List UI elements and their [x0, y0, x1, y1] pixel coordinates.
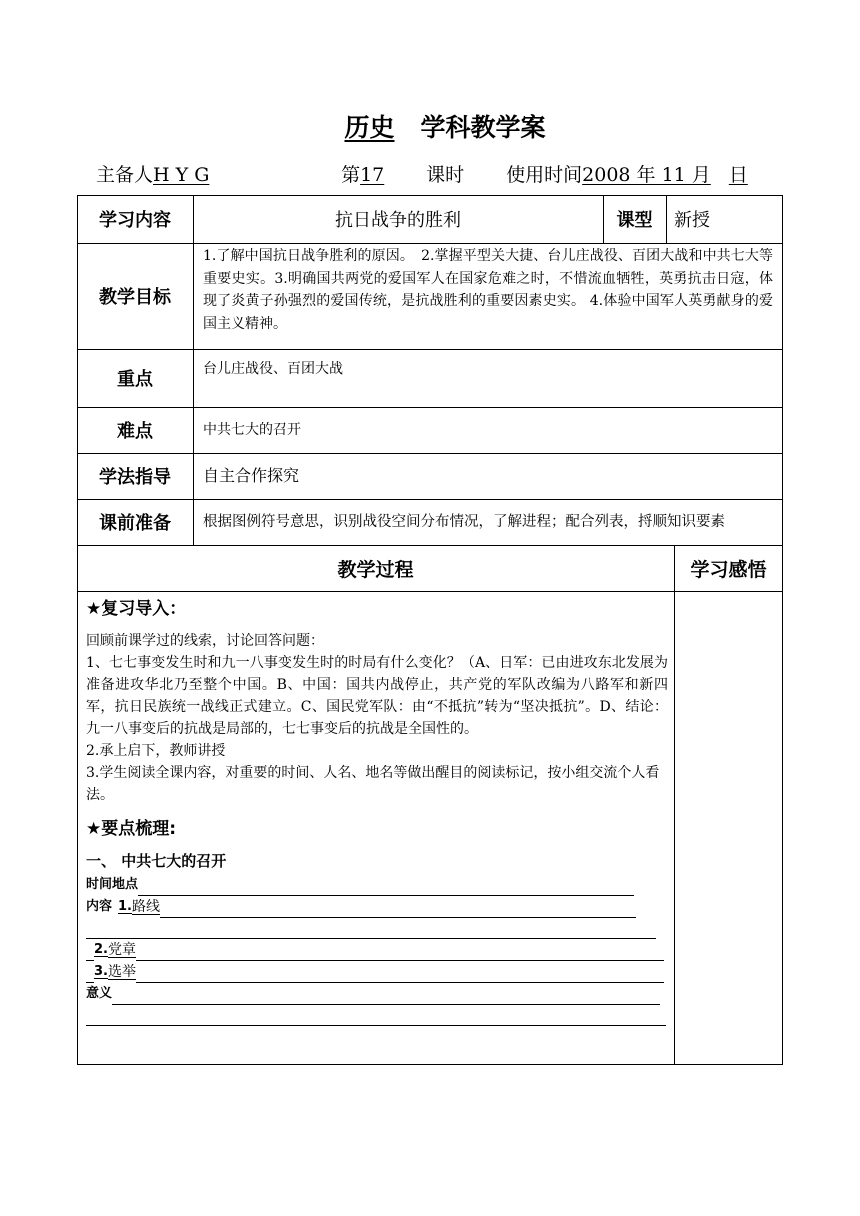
content-line — [86, 896, 668, 918]
goals-label: 教学目标 — [99, 287, 171, 308]
content-value: 抗日战争的胜利 — [335, 210, 461, 231]
question-1: 1、七七事变发生时和九一八事变发生时的时局有什么变化？（A、日军：已由进攻东北发展为准备进攻华北乃至整个中国。B、中国：国共内战停止，共产党的军队改编为八路军和新四军，抗日民族统一战线正式建立。C、国民党军队：由“不抵抗”转为“坚决抵抗”。D、结论：九一八事变后的抗战是局部的，七七事变后的抗战是全国性的。 — [86, 655, 668, 737]
type-value: 新授 — [674, 210, 710, 231]
time-place-blank — [138, 879, 634, 896]
review-intro: 回顾前课学过的线索，讨论回答问题： — [86, 633, 324, 649]
item1: 路线 — [132, 899, 160, 915]
type-label: 课型 — [616, 210, 653, 231]
review-heading: ★复习导入： — [86, 599, 187, 619]
item2-num: 2. — [94, 942, 108, 957]
header-meta — [96, 160, 786, 187]
section-1: 一、 中共七大的召开 — [86, 852, 227, 870]
difficult-label: 难点 — [117, 421, 153, 442]
day: 日 — [728, 164, 748, 186]
prep-text: 根据图例符号意思，识别战役空间分布情况，了解进程；配合列表，捋顺知识要素 — [203, 513, 725, 530]
item3-num: 3. — [94, 964, 108, 979]
method-label: 学法指导 — [99, 467, 171, 488]
period-prefix: 第 — [341, 164, 361, 186]
content-label: 学习内容 — [99, 210, 171, 231]
process-header: 教学过程 — [337, 558, 414, 581]
period-suffix: 课时 — [426, 164, 465, 186]
question-2: 2.承上启下，教师讲授 — [86, 743, 226, 759]
points-heading: ★要点梳理: — [86, 819, 177, 839]
method-text: 自主合作探究 — [203, 465, 300, 485]
content-blank — [86, 918, 656, 939]
key-label: 重点 — [117, 369, 153, 390]
key-text: 台儿庄战役、百团大战 — [203, 360, 343, 377]
difficult-text: 中共七大的召开 — [203, 421, 301, 438]
item3: 选举 — [107, 964, 136, 980]
question-3: 3.学生阅读全课内容，对重要的时间、人名、地名等做出醒目的阅读标记，按小组交流个人看法。 — [86, 765, 660, 803]
preparer: H Y G — [153, 164, 210, 186]
subject: 历史 — [344, 113, 395, 142]
reflection-header: 学习感悟 — [690, 558, 767, 581]
goals-text: 1.了解中国抗日战争胜利的原因。 2.掌握平型关大捷、台儿庄战役、百团大战和中共七大等重要史实。3.明确国共两党的爱国军人在国家危难之时，不惜流血牺牲，英勇抗击日寇，体现了炎黄子孙强烈的爱国传统，是抗战胜利的重要因素史实。 4.体验中国军人英勇献身的爱国主义精神。 — [203, 248, 773, 332]
preparer-label: 主备人 — [96, 164, 154, 186]
time-label: 使用时间 — [506, 164, 583, 186]
item1-num: 1. — [118, 899, 132, 914]
significance-line — [86, 983, 668, 1005]
title-suffix: 学科教学案 — [420, 113, 546, 142]
time-place-label: 时间地点 — [86, 877, 139, 892]
prep-label: 课前准备 — [99, 513, 171, 534]
time-place-line — [86, 874, 668, 896]
significance-label: 意义 — [86, 986, 113, 1001]
item3-line — [86, 961, 668, 983]
period-number: 17 — [360, 164, 385, 186]
item2: 党章 — [107, 942, 136, 958]
content-label-2: 内容 — [86, 899, 113, 914]
page-title — [0, 108, 860, 144]
significance-blank — [86, 1005, 666, 1026]
item2-line — [86, 939, 668, 961]
date: 2008 年 11 月 — [582, 164, 711, 186]
process-content — [86, 598, 668, 1026]
